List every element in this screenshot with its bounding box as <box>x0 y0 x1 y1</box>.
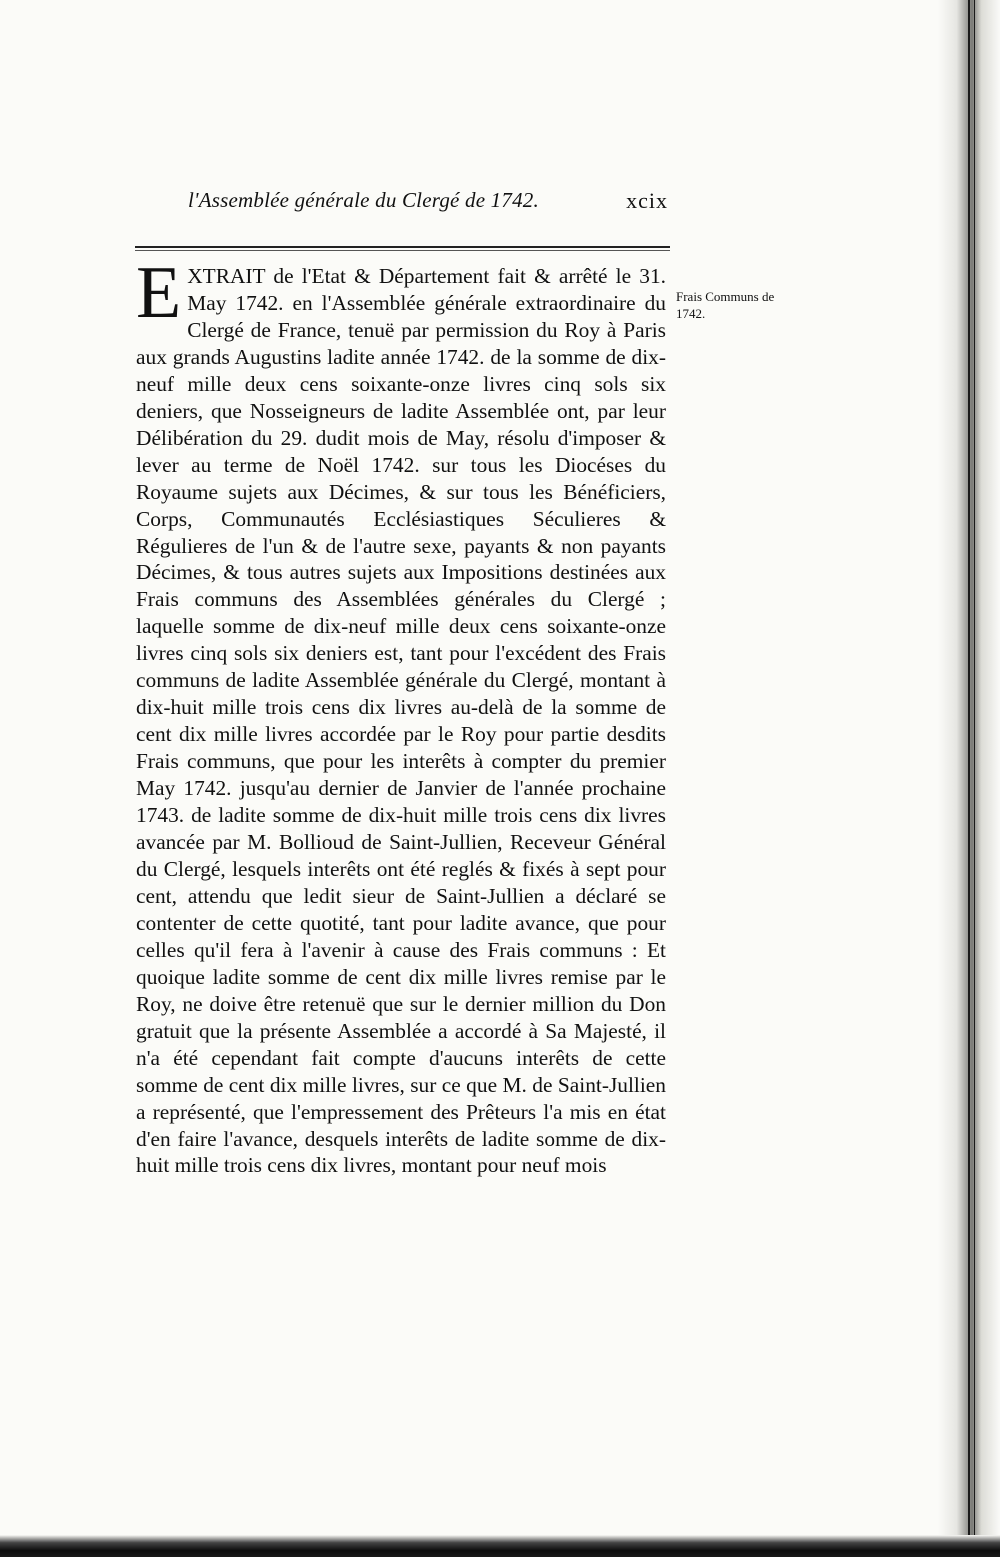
page-edge-line <box>974 0 975 1557</box>
page-number: xcix <box>626 188 668 213</box>
drop-cap: E <box>136 252 182 334</box>
marginal-note: Frais Communs de 1742. <box>676 289 775 321</box>
header-rule <box>135 246 670 248</box>
scan-bottom-edge <box>0 1535 1000 1557</box>
running-header <box>188 182 668 222</box>
header-rule-thin <box>135 250 670 251</box>
body-paragraph: XTRAIT de l'Etat & Département fait & arrêté le 31. May 1742. en l'Assemblée générale extraordinaire du Clergé de France, tenuë par permission du Roy à Paris aux grands Augustins ladite année 1742. de la somme de dix-neuf mille deux cens soixante-onze livres cinq sols six deniers, que Nosseigneurs de ladite Assemblée ont, par leur Délibération du 29. dudit mois de May, résolu d'imposer & lever au terme de Noël 1742. sur tous les Diocéses du Royaume sujets aux Décimes, & sur tous les Bénéficiers, Corps, Communautés Ecclésiastiques Séculieres & Régulieres de l'un & de l'autre sexe, payants & non payants Décimes, & tous autres sujets aux Impositions destinées aux Frais communs des Assemblées générales du Clergé ; laquelle somme de dix-neuf mille deux cens soixante-onze livres cinq sols six deniers est, tant pour l'excédent des Frais communs de ladite Assemblée générale du Clergé, montant à dix-huit mille trois cens dix livres au-delà de la somme de cent dix mille livres accordée par le Roy pour partie desdits Frais communs, que pour les interêts à compter du premier May 1742. jusqu'au dernier de Janvier de l'année prochaine 1743. de ladite somme de dix-huit mille trois cens dix livres avancée par M. Bollioud de Saint-Jullien, Receveur Général du Clergé, lesquels interêts ont été reglés & fixés à sept pour cent, attendu que ledit sieur de Saint-Jullien a déclaré se contenter de cette quotité, tant pour ladite avance, que pour celles qu'il fera à l'avenir à cause des Frais communs : Et quoique ladite somme de cent dix mille livres remise par le Roy, ne doive être retenuë que sur le dernier million du Don gratuit que la présente Assemblée a accordé à Sa Majesté, il n'a été cependant fait compte d'aucuns interêts de cette somme de cent dix mille livres, sur ce que M. de Saint-Jullien a représenté, que l'empressement des Prêteurs l'a mis en état d'en faire l'avance, desquels interêts de ladite somme de dix-huit mille trois cens dix livres, montant pour neuf mois <box>136 264 666 1178</box>
page-edge-line <box>968 0 970 1557</box>
main-text-block <box>136 252 666 1179</box>
page-edge-shadow <box>938 0 1000 1557</box>
running-title: l'Assemblée générale du Clergé de 1742. <box>188 188 539 212</box>
